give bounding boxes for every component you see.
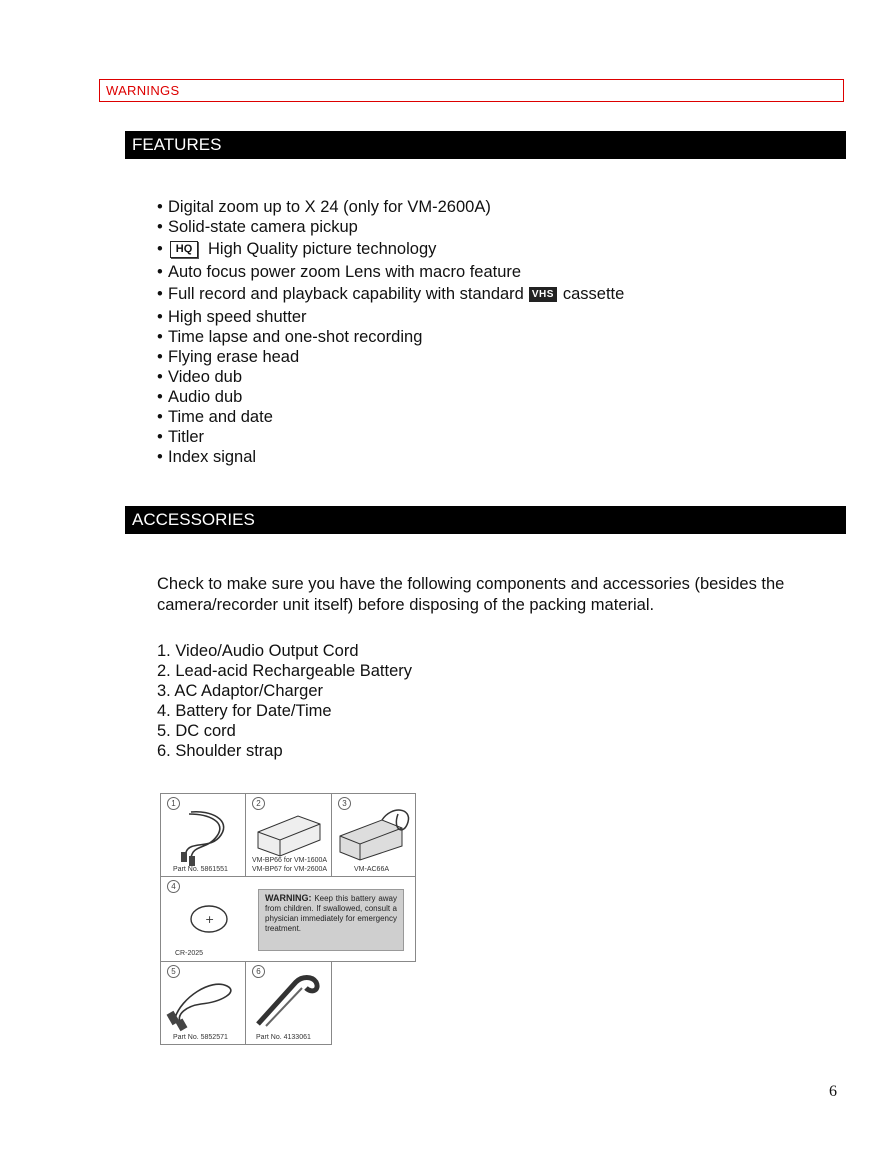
list-item: • Titler bbox=[157, 428, 205, 446]
list-item: • Full record and playback capability with standard VHS cassette bbox=[157, 285, 625, 303]
list-item: 5. DC cord bbox=[157, 722, 236, 740]
shoulder-strap-icon bbox=[246, 968, 332, 1032]
list-item: 6. Shoulder strap bbox=[157, 742, 283, 760]
warnings-link[interactable]: WARNINGS bbox=[99, 79, 844, 102]
vhs-logo-icon: VHS bbox=[529, 287, 557, 302]
accessory-cell-4: 4 + CR-2025 WARNING: Keep this battery away from children. If swallowed, consult a physician immediately for emergency treatment. bbox=[160, 876, 416, 962]
features-list bbox=[157, 197, 624, 467]
accessory-cell-3: 3 VM-AC66A bbox=[331, 793, 416, 877]
list-item: • Digital zoom up to X 24 (only for VM-2600A) bbox=[157, 198, 491, 216]
accessories-heading: ACCESSORIES bbox=[125, 506, 846, 534]
list-item: • Time lapse and one-shot recording bbox=[157, 328, 423, 346]
list-item: 4. Battery for Date/Time bbox=[157, 702, 332, 720]
av-cord-icon bbox=[161, 800, 245, 870]
list-item: • Flying erase head bbox=[157, 348, 300, 366]
list-item: • High speed shutter bbox=[157, 308, 307, 326]
accessory-cell-1: 1 Part No. 5861551 bbox=[160, 793, 246, 877]
accessories-list bbox=[157, 641, 412, 761]
accessories-intro: Check to make sure you have the following components and accessories (besides the camera/recorder unit itself) before disposing of the packing material. bbox=[157, 575, 785, 614]
list-item: 3. AC Adaptor/Charger bbox=[157, 682, 324, 700]
list-item: • HQ High Quality picture technology bbox=[157, 240, 437, 258]
svg-text:+: + bbox=[205, 913, 215, 926]
battery-pack-icon bbox=[246, 802, 332, 862]
accessory-cell-6: 6 Part No. 4133061 bbox=[245, 961, 332, 1045]
accessory-cell-5: 5 Part No. 5852571 bbox=[160, 961, 246, 1045]
hq-logo-icon: HQ bbox=[170, 241, 198, 258]
list-item: • Video dub bbox=[157, 368, 243, 386]
coin-battery-icon bbox=[181, 891, 261, 951]
battery-warning-box: WARNING: Keep this battery away from children. If swallowed, consult a physician immediately for emergency treatment. bbox=[258, 889, 404, 951]
list-item: • Auto focus power zoom Lens with macro feature bbox=[157, 263, 522, 281]
list-item: • Index signal bbox=[157, 448, 257, 466]
features-heading: FEATURES bbox=[125, 131, 846, 159]
ac-adaptor-icon bbox=[332, 800, 416, 864]
accessories-illustration bbox=[160, 793, 416, 1045]
list-item: • Time and date bbox=[157, 408, 273, 426]
page-number: 6 bbox=[829, 1083, 837, 1100]
accessory-cell-2: 2 VM-BP66 for VM-1600A VM-BP67 for VM-2600A bbox=[245, 793, 332, 877]
list-item: 2. Lead-acid Rechargeable Battery bbox=[157, 662, 412, 680]
list-item: • Solid-state camera pickup bbox=[157, 218, 358, 236]
list-item: • Audio dub bbox=[157, 388, 243, 406]
dc-cord-icon bbox=[161, 968, 245, 1032]
list-item: 1. Video/Audio Output Cord bbox=[157, 642, 359, 660]
